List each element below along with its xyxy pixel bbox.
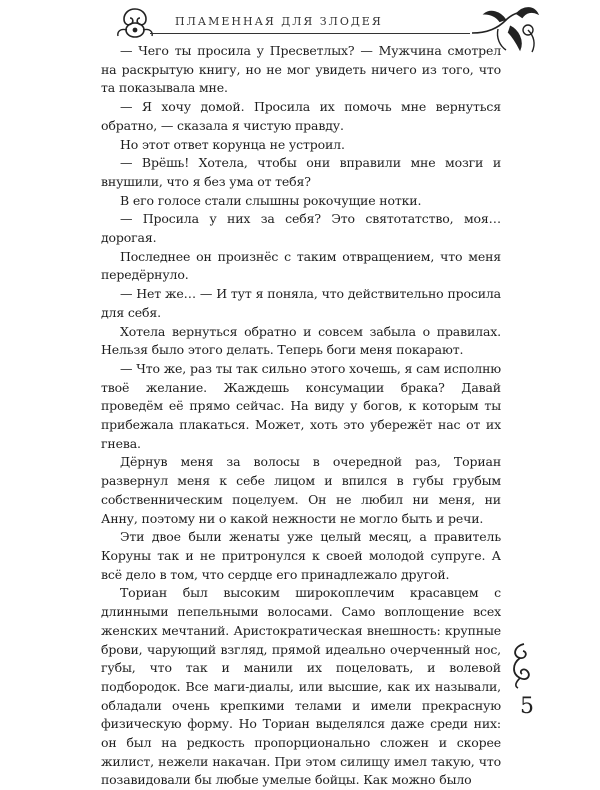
running-title: ПЛАМЕННАЯ ДЛЯ ЗЛОДЕЯ [175, 15, 383, 28]
paragraph: — Нет же… — И тут я поняла, что действительно просила для себя. [101, 286, 501, 320]
paragraph: Последнее он произнёс с таким отвращением, что меня передёрнуло. [101, 248, 501, 283]
ornate-flourish-icon [114, 6, 156, 42]
paragraph: — Врёшь! Хотела, чтобы они вправили мне мозги и внушили, что я без ума от тебя? [101, 155, 501, 189]
header-rule [150, 33, 470, 34]
paragraph: В его голосе стали слышны рокочущие нотки. [120, 192, 422, 208]
paragraph: Эти двое были женаты уже целый месяц, а правитель Коруны так и не притронулся к своей молодой супруге. А всё дело в том, что сердце его принадлежало другой. [101, 529, 501, 582]
paragraph: Дёрнув меня за волосы в очередной раз, Ториан развернул меня к себе лицом и впился в губы грубым собственническим поцелуем. Он не любил ни меня, ни Анну, поэтому ни о какой нежности не могло быть и речи. [101, 454, 501, 526]
paragraph: — Чего ты просила у Пресветлых? — Мужчина смотрел на раскрытую книгу, но не мог увидеть ничего из того, что та показывала мне. [101, 43, 501, 96]
paragraph: Но этот ответ корунца не устроил. [120, 136, 345, 152]
page-text [101, 42, 501, 790]
paragraph: Хотела вернуться обратно и совсем забыла о правилах. Нельзя было этого делать. Теперь боги меня покарают. [101, 323, 501, 358]
paragraph: — Что же, раз ты так сильно этого хочешь, я сам исполню твоё желание. Жаждешь консумации брака? Давай проведём её прямо сейчас. На виду у богов, к которым ты прибежала плакаться. Может, хоть это убережёт нас от их гнева. [101, 360, 501, 451]
paragraph: — Я хочу домой. Просила их помочь мне вернуться обратно, — сказала я чистую правду. [101, 99, 501, 133]
paragraph: Ториан был высоким широкоплечим красавцем с длинными пепельными волосами. Само воплощение всех женских мечтаний. Аристократическая внешность: крупные брови, чарующий взгляд, прямой идеально очерченный нос, губы, что так и манили их поцеловать, и волевой подбородок. Все маги-диалы, или высшие, как их называли, обладали очень крепкими телами и имели прекрасную физическую форму. Но Ториан выделялся даже среди них: он был на редкость пропорционально сложен и скорее жилист, нежели накачан. При этом силищу имел такую, что позавидовали бы любые умелые бойцы. Как можно было [101, 585, 501, 788]
scroll-flourish-icon [506, 640, 536, 690]
paragraph: — Просила у них за себя? Это святотатство, моя… дорогая. [101, 211, 501, 246]
page-number: 5 [520, 694, 534, 719]
